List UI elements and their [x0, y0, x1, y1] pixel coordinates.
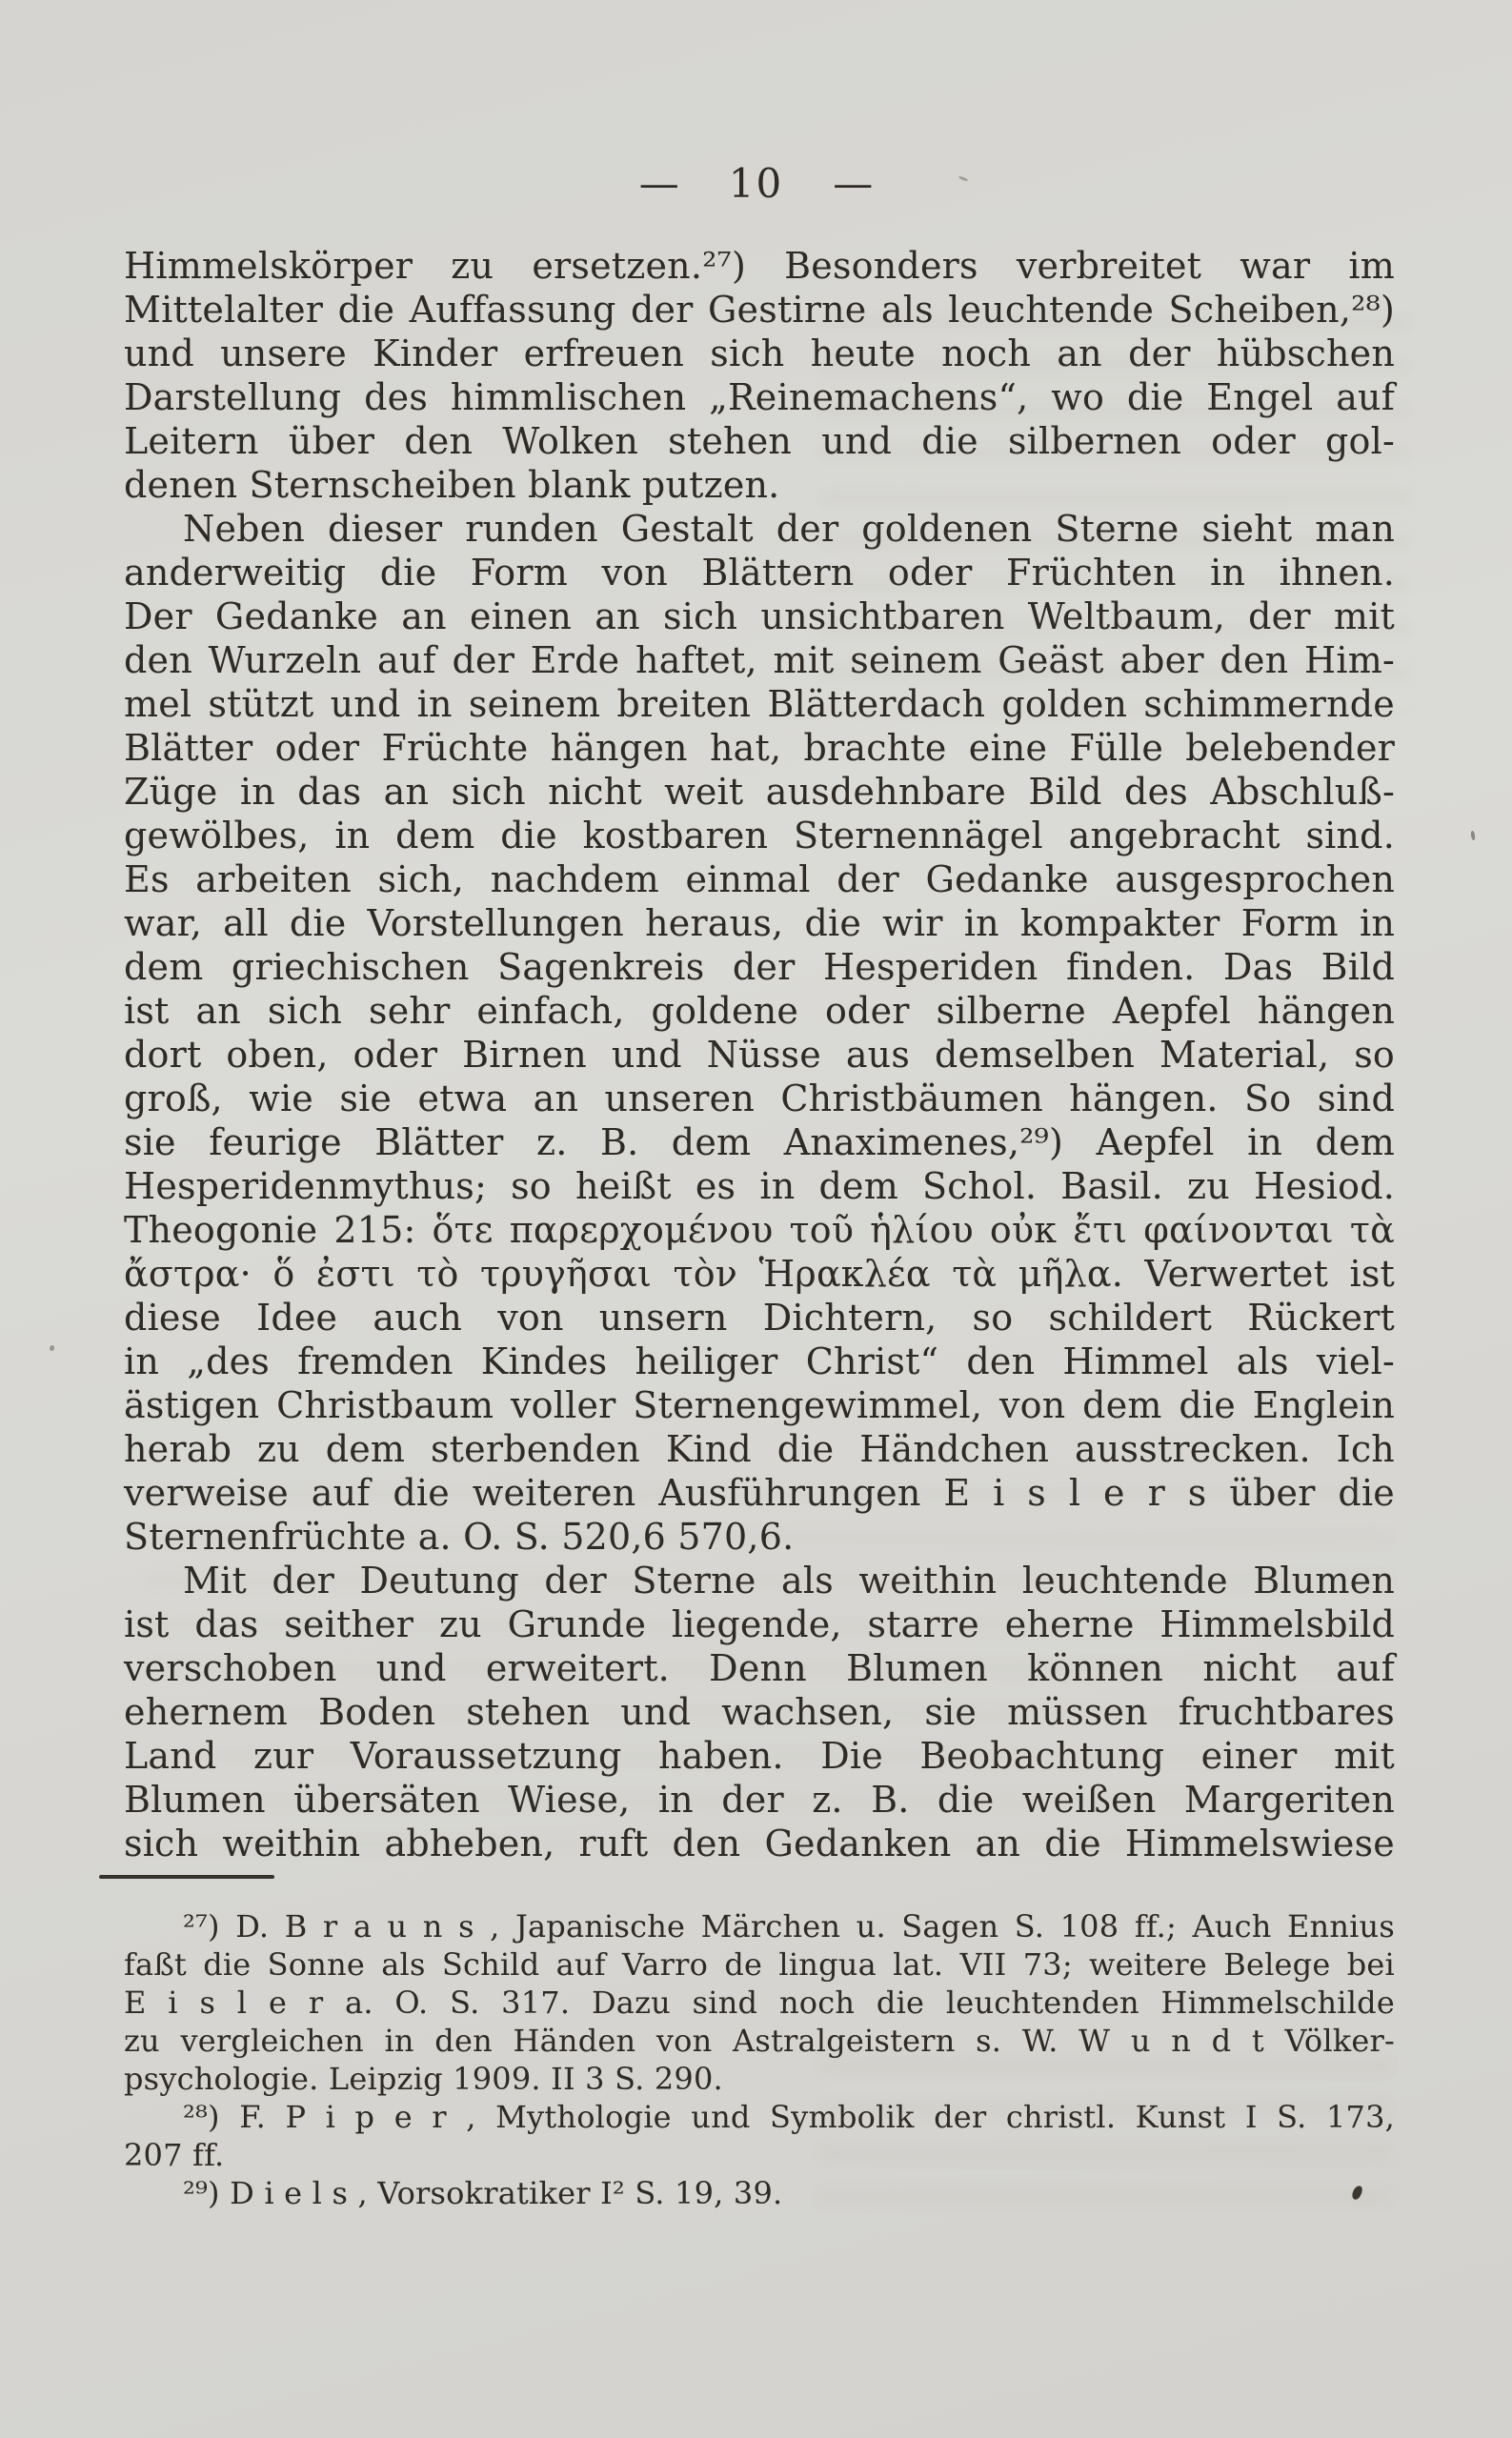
- text-line: dort oben, oder Birnen und Nüsse aus demselben Material, so: [124, 1034, 1395, 1076]
- text-line: Der Gedanke an einen an sich unsichtbaren Weltbaum, der mit: [124, 595, 1395, 637]
- text-line: den Wurzeln auf der Erde haftet, mit seinem Geäst aber den Him-: [124, 639, 1395, 681]
- text-line: Blätter oder Früchte hängen hat, brachte eine Fülle belebender: [124, 727, 1395, 769]
- text-line: Sternenfrüchte a. O. S. 520,6 570,6.: [124, 1516, 795, 1558]
- text-line: 207 ff.: [124, 2137, 225, 2173]
- header-dash-right: —: [833, 160, 874, 207]
- text-line: verschoben und erweitert. Denn Blumen können nicht auf: [124, 1647, 1395, 1689]
- text-line: Himmelskörper zu ersetzen.²⁷) Besonders verbreitet war im: [124, 245, 1395, 287]
- text-line: Blumen übersäten Wiese, in der z. B. die weißen Margeriten: [124, 1779, 1395, 1821]
- text-line: in „des fremden Kindes heiliger Christ“ den Himmel als viel-: [124, 1340, 1395, 1382]
- text-line: ἄστρα· ὅ ἐστι τὸ τρυγῆσαι τὸν Ἡρακλέα τὰ μῆλα. Verwertet ist: [124, 1253, 1395, 1295]
- paragraph: [124, 1907, 1395, 2098]
- text-line: faßt die Sonne als Schild auf Varro de lingua lat. VII 73; weitere Belege bei: [124, 1946, 1395, 1983]
- text-line: Darstellung des himmlischen „Reinemachens“, wo die Engel auf: [124, 376, 1395, 418]
- ink-speck: [1470, 831, 1476, 841]
- text-line: Mittelalter die Auffassung der Gestirne als leuchtende Scheiben,²⁸): [124, 289, 1395, 331]
- page-header: [0, 160, 1512, 207]
- text-line: ehernem Boden stehen und wachsen, sie müssen fruchtbares: [124, 1691, 1395, 1733]
- text-line: mel stützt und in seinem breiten Blätterdach golden schimmernde: [124, 683, 1395, 725]
- text-line: gewölbes, in dem die kostbaren Sternennägel angebracht sind.: [124, 815, 1395, 856]
- text-line: groß, wie sie etwa an unseren Christbäumen hängen. So sind: [124, 1078, 1395, 1119]
- text-line: Züge in das an sich nicht weit ausdehnbare Bild des Abschluß-: [124, 771, 1395, 813]
- text-line: war, all die Vorstellungen heraus, die wir in kompakter Form in: [124, 902, 1395, 944]
- text-line: sich weithin abheben, ruft den Gedanken an die Himmelswiese: [124, 1823, 1395, 1864]
- text-line: denen Sternscheiben blank putzen.: [124, 464, 780, 506]
- paragraph: [124, 1559, 1395, 1865]
- text-line: ästigen Christbaum voller Sternengewimmel, von dem die Englein: [124, 1384, 1395, 1426]
- text-line: verweise auf die weiteren Ausführungen E i s l e r s über die: [124, 1472, 1395, 1514]
- text-line: sie feurige Blätter z. B. dem Anaximenes,²⁹) Aepfel in dem: [124, 1121, 1395, 1163]
- text-line: Mit der Deutung der Sterne als weithin leuchtende Blumen: [183, 1560, 1395, 1602]
- text-line: psychologie. Leipzig 1909. II 3 S. 290.: [124, 2061, 723, 2097]
- text-line: herab zu dem sterbenden Kind die Händchen ausstrecken. Ich: [124, 1428, 1395, 1470]
- text-line: zu vergleichen in den Händen von Astralgeistern s. W. W u n d t Völker-: [124, 2023, 1395, 2059]
- text-line: ist das seither zu Grunde liegende, starre eherne Himmelsbild: [124, 1603, 1395, 1645]
- footnote-separator-rule: [99, 1875, 274, 1879]
- text-line: ²⁷) D. B r a u n s , Japanische Märchen u. Sagen S. 108 ff.; Auch Ennius: [183, 1908, 1395, 1944]
- paragraph: [124, 507, 1395, 1559]
- text-line: ²⁹) D i e l s , Vorsokratiker I² S. 19, 39.: [183, 2175, 783, 2211]
- body-text: [124, 244, 1395, 1865]
- page-number: 10: [728, 160, 784, 207]
- text-line: Leitern über den Wolken stehen und die silbernen oder gol-: [124, 420, 1395, 462]
- text-line: ist an sich sehr einfach, goldene oder silberne Aepfel hängen: [124, 990, 1395, 1032]
- footnotes-block: [124, 1907, 1395, 2212]
- text-line: Land zur Voraussetzung haben. Die Beobachtung einer mit: [124, 1735, 1395, 1777]
- ink-speck: [50, 1345, 54, 1351]
- text-line: und unsere Kinder erfreuen sich heute noch an der hübschen: [124, 332, 1395, 374]
- text-line: anderweitig die Form von Blättern oder Früchten in ihnen.: [124, 552, 1395, 594]
- text-line: Neben dieser runden Gestalt der goldenen Sterne sieht man: [183, 508, 1395, 550]
- text-line: Hesperidenmythus; so heißt es in dem Schol. Basil. zu Hesiod.: [124, 1165, 1395, 1207]
- paragraph: [124, 244, 1395, 507]
- text-line: diese Idee auch von unsern Dichtern, so schildert Rückert: [124, 1297, 1395, 1339]
- text-line: dem griechischen Sagenkreis der Hesperiden finden. Das Bild: [124, 946, 1395, 988]
- text-line: Theogonie 215: ὅτε παρερχομένου τοῦ ἡλίου οὐκ ἔτι φαίνονται τὰ: [124, 1209, 1395, 1251]
- text-line: ²⁸) F. P i p e r , Mythologie und Symbolik der christl. Kunst I S. 173,: [183, 2099, 1395, 2135]
- text-line: Es arbeiten sich, nachdem einmal der Gedanke ausgesprochen: [124, 858, 1395, 900]
- header-dash-left: —: [638, 160, 679, 207]
- text-line: E i s l e r a. O. S. 317. Dazu sind noch die leuchtenden Himmelschilde: [124, 1985, 1395, 2021]
- paragraph: [124, 2174, 1395, 2212]
- paragraph: [124, 2098, 1395, 2174]
